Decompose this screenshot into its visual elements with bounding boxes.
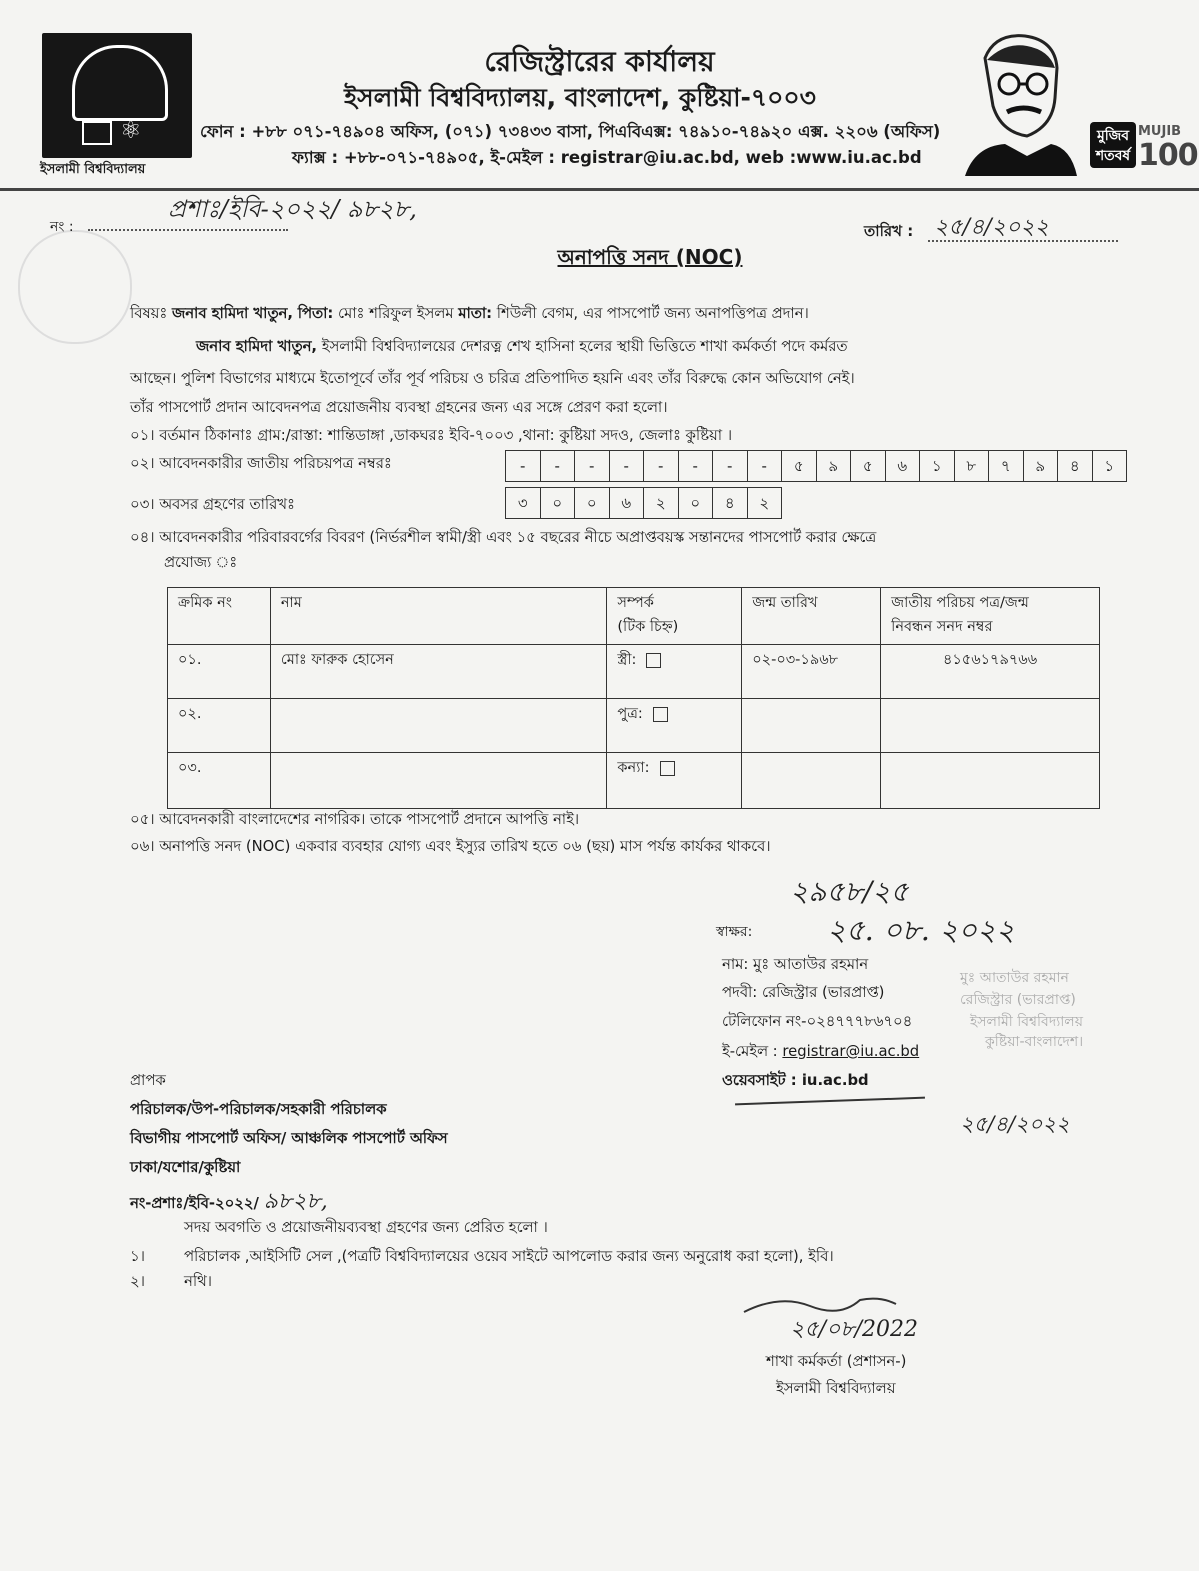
subject-label: বিষয়ঃ [130, 305, 168, 322]
recipient-label: প্রাপক [130, 1072, 166, 1089]
header-name: নাম [270, 588, 606, 645]
header-relation [607, 588, 742, 645]
body-line-1 [196, 335, 848, 360]
signature-scribble: ২৯৫৮/২৫ [790, 875, 909, 908]
row-serial: ০৩. [168, 753, 271, 809]
digit-box: ২ [748, 488, 783, 518]
section-officer-title: শাখা কর্মকর্তা (প্রশাসন-) [766, 1353, 907, 1370]
item-validity: ০৬। অনাপত্তি সনদ (NOC) একবার ব্যবহার যোগ্য এবং ইস্যুর তারিখ হতে ০৬ (ছয়) মাস পর্যন্ত কার্যকর থাকবে। [130, 838, 771, 855]
recipient-line-2: বিভাগীয় পাসপোর্ট অফিস/ আঞ্চলিক পাসপোর্ট অফিস [130, 1130, 448, 1147]
mujib-100-badge [1090, 122, 1136, 168]
digit-box: - [713, 451, 748, 481]
initial-date: ২৫/৪/২০২২ [960, 1112, 1070, 1136]
noc-title: অনাপত্তি সনদ (NOC) [557, 245, 743, 269]
table-row [168, 753, 1100, 809]
fax-email-line: ফ্যাক্স : +৮৮-০৭১-৭৪৯০৫, ই-মেইল : registrar@iu.ac.bd, web :www.iu.ac.bd [292, 148, 922, 167]
row-name [270, 699, 606, 753]
email-link[interactable]: registrar@iu.ac.bd [782, 1043, 920, 1060]
atom-icon: ⚛ [120, 116, 142, 144]
ref-no-handwritten: প্রশাঃ/ইবি-২০২২/ ৯৮২৮, [168, 195, 417, 223]
digit-box: ৫ [851, 451, 886, 481]
signer-designation: পদবী: রেজিস্ট্রার (ভারপ্রাপ্ত) [722, 984, 885, 1001]
recipient-ref-label: নং-প্রশাঃ/ইবি-২০২২/ [130, 1195, 259, 1212]
copy-item-2-num: ২। [130, 1273, 145, 1290]
header-nid-line1: জাতীয় পরিচয় পত্র/জন্ম [891, 595, 1029, 611]
section-officer-date: ২৫/০৮/2022 [790, 1317, 918, 1342]
body-line-2: আছেন। পুলিশ বিভাগের মাধ্যমে ইতোপূর্বে তাঁর পূর্ব পরিচয় ও চরিত্র প্রতিপাদিত হয়নি এবং তাঁর বিরুদ্ধে কোন অভিযোগ নেই। [130, 370, 855, 387]
digit-box: ০ [575, 488, 610, 518]
badge-bangla-text: মুজিব শতবর্ষ [1095, 128, 1131, 164]
row-serial: ০২. [168, 699, 271, 753]
digit-box: ৩ [506, 488, 541, 518]
subject-rest: শিউলী বেগম, এর পাসপোর্ট জন্য অনাপত্তিপত্র প্রদান। [496, 305, 809, 322]
digit-box: ১ [920, 451, 955, 481]
row-nid: ৪১৫৬১৭৯৭৬৬ [881, 645, 1100, 699]
item-retirement-label: ০৩। অবসর গ্রহণের তারিখঃ [130, 496, 295, 513]
relation-checkbox[interactable] [653, 707, 668, 722]
relation-checkbox[interactable] [660, 761, 675, 776]
digit-box: - [644, 451, 679, 481]
signature-date: ২৫. ০৮. ২০২২ [827, 913, 1015, 947]
table-header-row [168, 588, 1100, 645]
seal-line-1: মুঃ আতাউর রহমান [960, 970, 1069, 986]
subject-name: জনাব হামিদা খাতুন, [171, 305, 293, 322]
body-name: জনাব হামিদা খাতুন, [196, 338, 318, 355]
item-address: ০১। বর্তমান ঠিকানাঃ গ্রাম:/রাস্তা: শান্তিডাঙ্গা ,ডাকঘরঃ ইবি-৭০০৩ ,থানা: কুষ্টিয়া সদও, জেলাঃ কুষ্টিয়া । [130, 427, 732, 444]
date-label: তারিখ : [864, 222, 914, 240]
signature-label: স্বাক্ষর: [716, 924, 753, 940]
university-line: ইসলামী বিশ্ববিদ্যালয়, বাংলাদেশ, কুষ্টিয়া-৭০০৩ [344, 83, 816, 112]
badge-100-text: 100 [1138, 138, 1198, 173]
relation-label: স্ত্রী: [617, 652, 637, 668]
section-officer-org: ইসলামী বিশ্ববিদ্যালয় [776, 1380, 896, 1397]
office-title: রেজিস্ট্রারের কার্যালয় [484, 45, 715, 78]
signer-website: ওয়েবসাইট : iu.ac.bd [722, 1072, 869, 1089]
digit-box: ৬ [610, 488, 645, 518]
portrait-illustration [965, 28, 1077, 176]
table-row [168, 645, 1100, 699]
logo-caption: ইসলামী বিশ্ববিদ্যালয় [40, 162, 146, 177]
row-serial: ০১. [168, 645, 271, 699]
seal-line-3: ইসলামী বিশ্ববিদ্যালয় [970, 1014, 1083, 1030]
item-family-line-2: প্রযোজ্য ঃ [164, 554, 238, 571]
recipient-line-3: ঢাকা/যশোর/কুষ্টিয়া [130, 1159, 241, 1176]
email-label: ই-মেইল : [722, 1043, 778, 1060]
row-name: মোঃ ফারুক হোসেন [270, 645, 606, 699]
relation-label: পুত্র: [617, 706, 643, 722]
digit-box: - [506, 451, 541, 481]
header-relation-line2: (টিক চিহ্ন) [617, 619, 679, 635]
row-relation [607, 753, 742, 809]
digit-box: ৪ [1058, 451, 1093, 481]
relation-label: কন্যা: [617, 760, 650, 776]
digit-box: - [541, 451, 576, 481]
seal-line-4: কুষ্টিয়া-বাংলাদেশ। [985, 1034, 1084, 1050]
relation-checkbox[interactable] [646, 653, 661, 668]
row-nid [881, 753, 1100, 809]
copy-item-1-num: ১। [130, 1248, 145, 1265]
header-nid-line2: নিবন্ধন সনদ নম্বর [891, 619, 993, 635]
signer-phone: টেলিফোন নং-০২৪৭৭৭৮৬৭০৪ [722, 1013, 913, 1030]
header-dob: জন্ম তারিখ [742, 588, 881, 645]
digit-box: ০ [541, 488, 576, 518]
father-label: পিতা: [297, 305, 334, 322]
digit-box: ৯ [1024, 451, 1059, 481]
item-nid-label: ০২। আবেদনকারীর জাতীয় পরিচয়পত্র নম্বরঃ [130, 455, 392, 472]
header-nid [881, 588, 1100, 645]
row-relation [607, 645, 742, 699]
copy-item-2: নথি। [184, 1273, 212, 1290]
nid-number-boxes [505, 450, 1127, 482]
digit-box: - [575, 451, 610, 481]
row-dob [742, 699, 881, 753]
copy-intro: সদয় অবগতি ও প্রয়োজনীয়ব্যবস্থা গ্রহণের জন্য প্রেরিত হলো । [184, 1219, 548, 1236]
row-relation [607, 699, 742, 753]
badge-mujib-text: MUJIB [1138, 124, 1182, 139]
digit-box: ৪ [713, 488, 748, 518]
recipient-line-1: পরিচালক/উপ-পরিচালক/সহকারী পরিচালক [130, 1101, 387, 1118]
digit-box: ৫ [782, 451, 817, 481]
signer-email-line [722, 1040, 919, 1065]
family-table [167, 587, 1100, 809]
row-name [270, 753, 606, 809]
digit-box: ৬ [886, 451, 921, 481]
digit-box: ৯ [817, 451, 852, 481]
digit-box: - [610, 451, 645, 481]
book-icon [82, 121, 112, 145]
item-citizenship: ০৫। আবেদনকারী বাংলাদেশের নাগরিক। তাকে পাসপোর্ট প্রদানে আপত্তি নাই। [130, 811, 580, 828]
body-line-1-rest: ইসলামী বিশ্ববিদ্যালয়ের দেশরত্ন শেখ হাসিনা হলের স্থায়ী ভিত্তিতে শাখা কর্মকর্তা পদে কর্মরত [321, 338, 848, 355]
digit-box: - [748, 451, 783, 481]
table-row [168, 699, 1100, 753]
header-relation-line1: সম্পর্ক [617, 595, 654, 611]
copy-item-1: পরিচালক ,আইসিটি সেল ,(পত্রটি বিশ্ববিদ্যালয়ের ওয়েব সাইটে আপলোড করার জন্য অনুরোধ করা হলো), ইবি। [184, 1248, 834, 1265]
digit-box: ৮ [955, 451, 990, 481]
digit-box: ২ [644, 488, 679, 518]
digit-box: ৭ [989, 451, 1024, 481]
phone-line: ফোন : +৮৮ ০৭১-৭৪৯০৪ অফিস, (০৭১) ৭৩৪৩৩ বাসা, পিএবিএক্স: ৭৪৯১০-৭৪৯২০ এক্স. ২২০৬ (অফিস) [200, 122, 941, 141]
row-dob [742, 753, 881, 809]
retirement-date-boxes [505, 487, 782, 519]
ref-no-label: নং : [50, 219, 74, 235]
row-nid [881, 699, 1100, 753]
seal-line-2: রেজিস্ট্রার (ভারপ্রাপ্ত) [960, 992, 1076, 1008]
mother-label: মাতা: [458, 305, 493, 322]
digit-box: ১ [1093, 451, 1128, 481]
father-name: মোঃ শরিফুল ইসলম [338, 305, 454, 322]
item-family-line-1: ০৪। আবেদনকারীর পরিবারবর্গের বিবরণ (নির্ভরশীল স্বামী/স্ত্রী এবং ১৫ বছরের নীচে অপ্রাপ্তবয়স্ক সন্তানদের পাসপোর্ট করার ক্ষেত্রে [130, 529, 877, 546]
digit-box: ০ [679, 488, 714, 518]
recipient-ref-handwritten: ৯৮২৮, [263, 1189, 328, 1214]
header-serial: ক্রমিক নং [168, 588, 271, 645]
digit-box: - [679, 451, 714, 481]
signer-name: নাম: মুঃ আতাউর রহমান [722, 956, 869, 973]
subject-line [130, 302, 809, 327]
body-line-3: তাঁর পাসপোর্ট প্রদান আবেদনপত্র প্রয়োজনীয় ব্যবস্থা গ্রহনের জন্য এর সঙ্গে প্রেরণ করা হলো। [130, 399, 668, 416]
date-handwritten: ২৫/৪/২০২২ [934, 215, 1049, 240]
row-dob: ০২-০৩-১৯৬৮ [742, 645, 881, 699]
initial-stroke [735, 1097, 925, 1106]
